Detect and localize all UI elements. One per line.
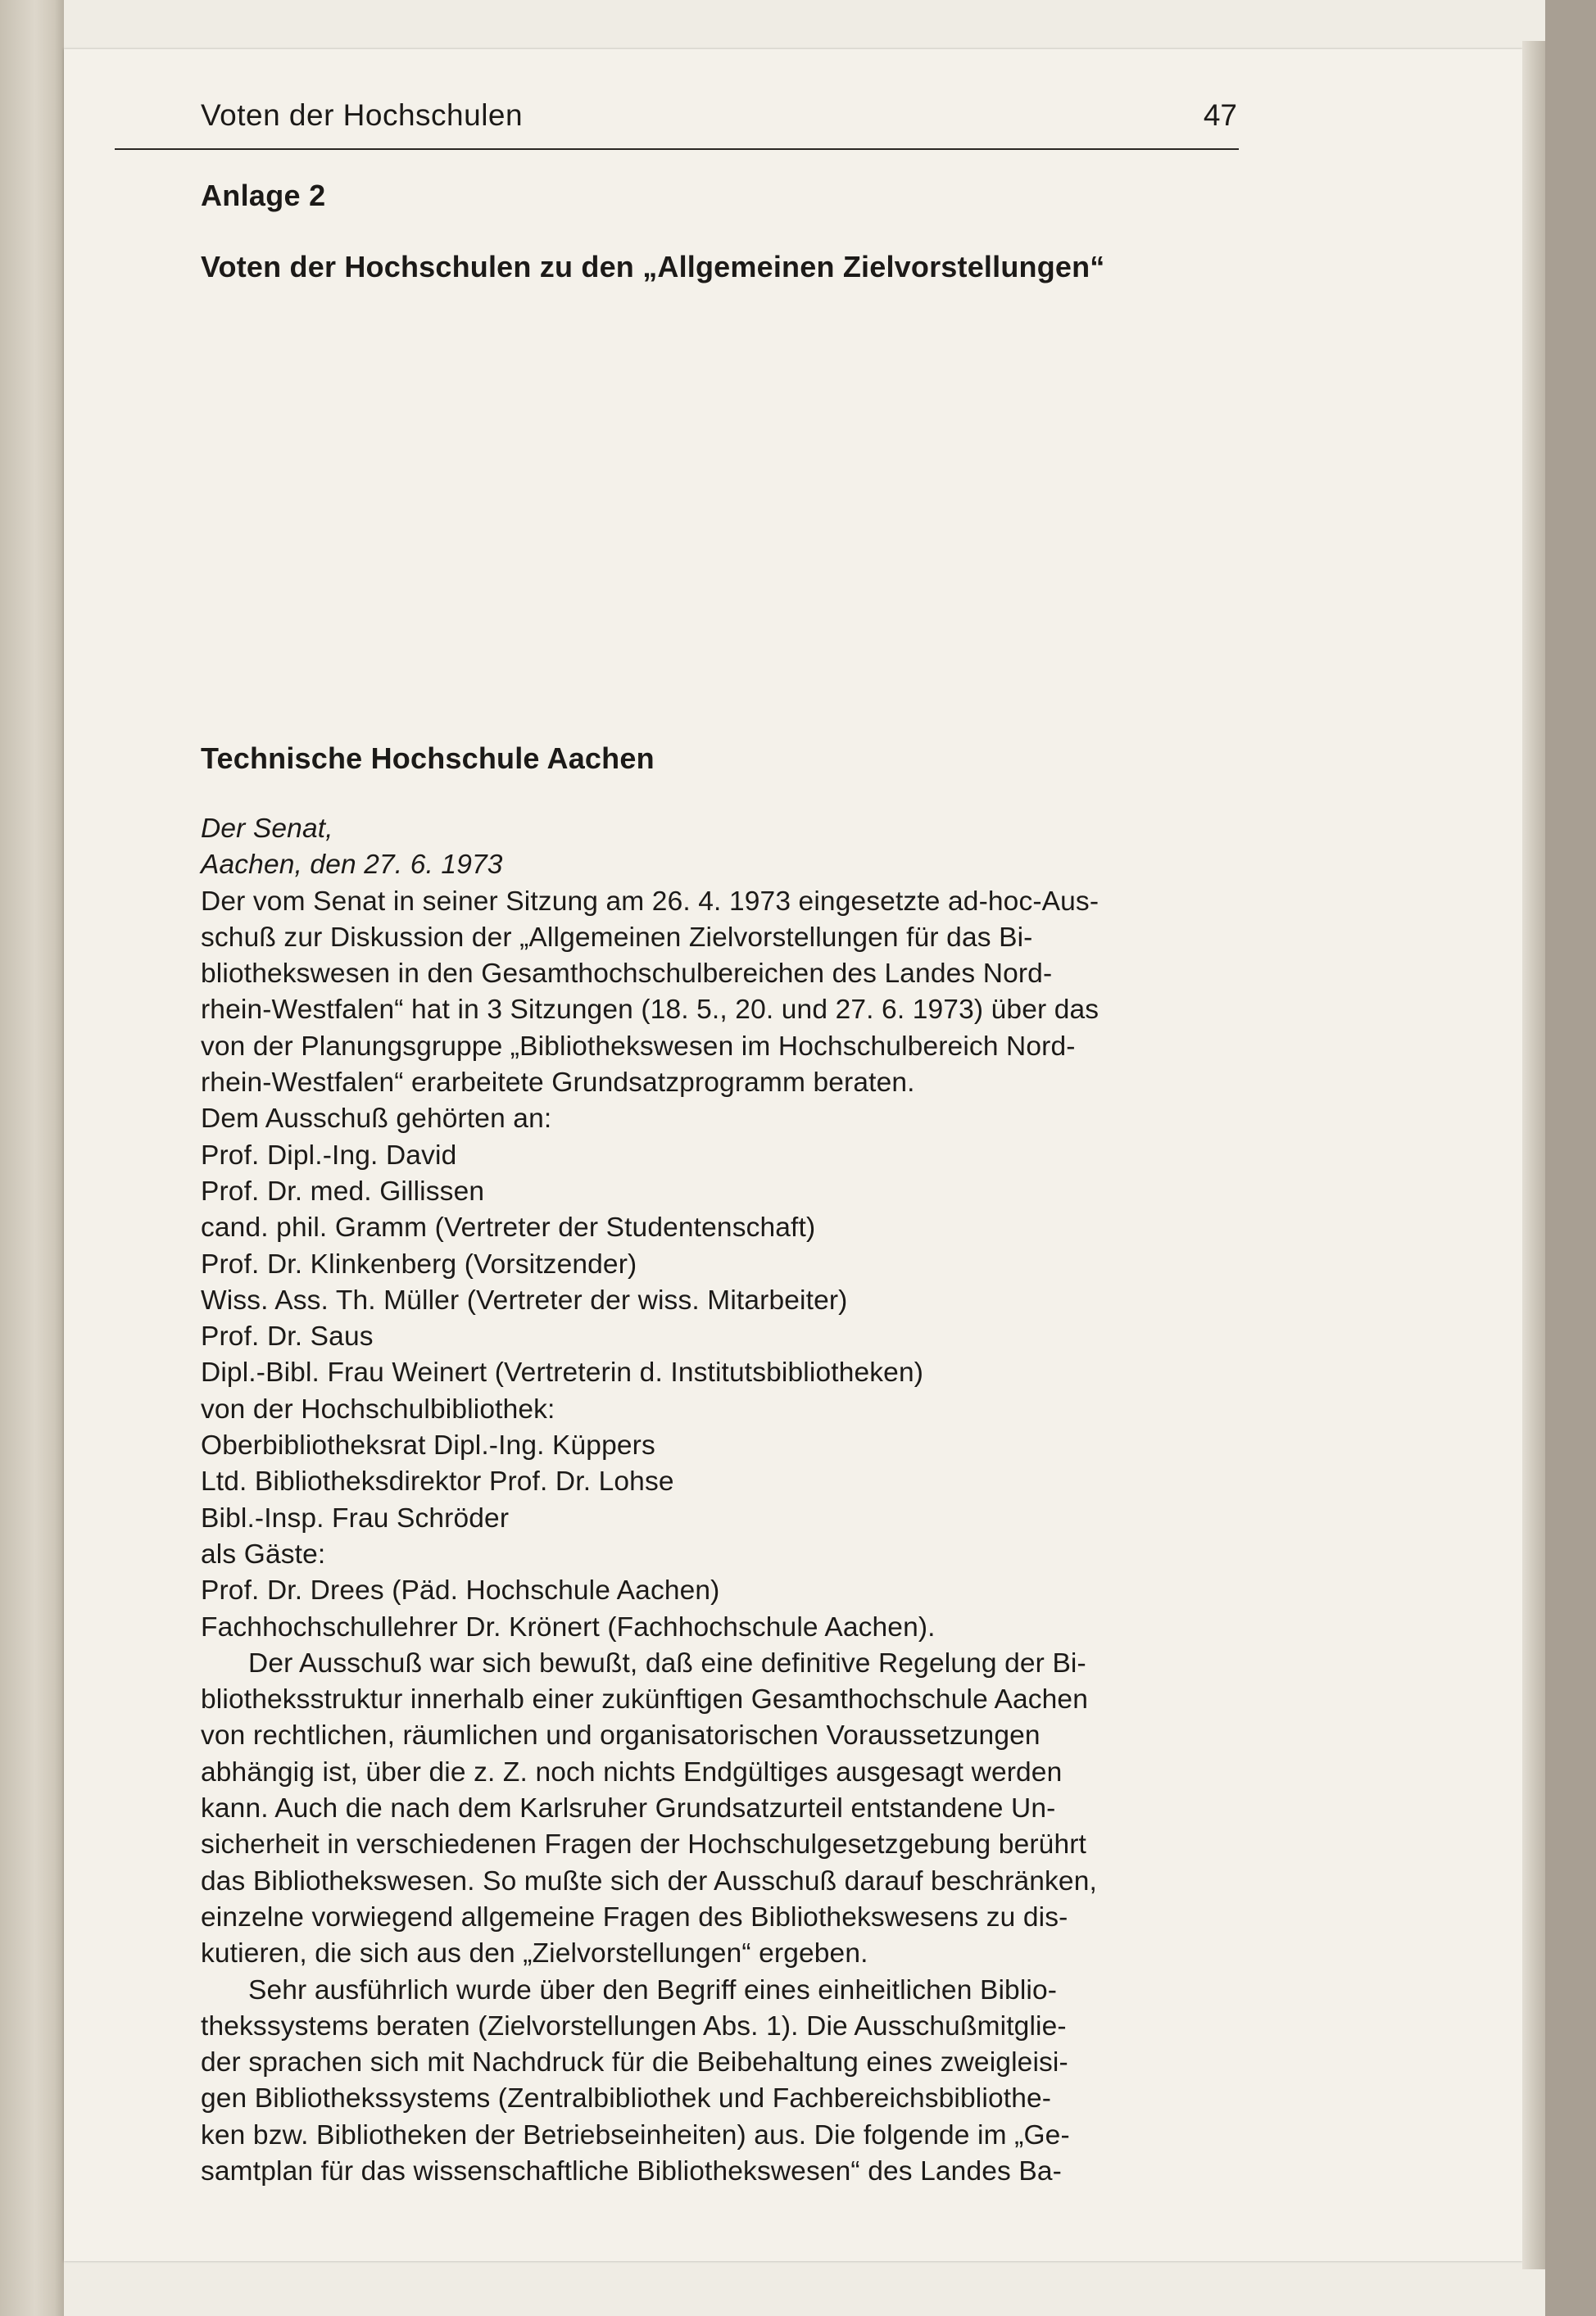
member-line: Prof. Dr. med. Gillissen <box>201 1176 485 1207</box>
text-line: samtplan für das wissenschaftliche Bibliothekswesen“ des Landes Ba- <box>201 2155 1062 2187</box>
text-line: rhein-Westfalen“ erarbeitete Grundsatzprogramm beraten. <box>201 1067 915 1099</box>
member-line: Fachhochschullehrer Dr. Krönert (Fachhochschule Aachen). <box>201 1611 936 1643</box>
text-line: Aachen, den 27. 6. 1973 <box>201 850 503 881</box>
text-line: schuß zur Diskussion der „Allgemeinen Zielvorstellungen für das Bi- <box>201 922 1033 953</box>
member-line: Bibl.-Insp. Frau Schröder <box>201 1502 510 1534</box>
running-title: Voten der Hochschulen <box>201 98 524 132</box>
book-binding-left <box>0 0 64 2316</box>
text-line: bliotheksstruktur innerhalb einer zukünftigen Gesamthochschule Aachen <box>201 1684 1088 1715</box>
text-line: sicherheit in verschiedenen Fragen der Hochschulgesetzgebung berührt <box>201 1829 1086 1861</box>
member-line: Oberbibliotheksrat Dipl.-Ing. Küppers <box>201 1430 655 1462</box>
text-line: einzelne vorwiegend allgemeine Fragen des Bibliothekswesens zu dis- <box>201 1901 1068 1933</box>
member-line: Prof. Dipl.-Ing. David <box>201 1140 457 1171</box>
text-line: Der Ausschuß war sich bewußt, daß eine definitive Regelung der Bi- <box>248 1647 1086 1679</box>
text-line: von der Hochschulbibliothek: <box>201 1394 555 1425</box>
text-line: thekssystems beraten (Zielvorstellungen Abs. 1). Die Ausschußmitglie- <box>201 2010 1067 2042</box>
text-line: Sehr ausführlich wurde über den Begriff eines einheitlichen Biblio- <box>248 1974 1058 2006</box>
text-line: als Gäste: <box>201 1539 326 1570</box>
text-line: Der vom Senat in seiner Sitzung am 26. 4. 1973 eingesetzte ad-hoc-Aus- <box>201 886 1100 917</box>
appendix-label: Anlage 2 <box>201 179 326 212</box>
text-line: kutieren, die sich aus den „Zielvorstellungen“ ergeben. <box>201 1938 868 1969</box>
text-line: der sprachen sich mit Nachdruck für die Beibehaltung eines zweigleisi- <box>201 2047 1068 2078</box>
header-rule <box>115 148 1239 150</box>
text-line: rhein-Westfalen“ hat in 3 Sitzungen (18. 5., 20. und 27. 6. 1973) über das <box>201 995 1100 1026</box>
running-header <box>201 98 1237 147</box>
text-line: bliothekswesen in den Gesamthochschulbereichen des Landes Nord- <box>201 959 1053 990</box>
text-line: gen Bibliothekssystems (Zentralbibliothek und Fachbereichsbibliothe- <box>201 2083 1052 2114</box>
text-line: abhängig ist, über die z. Z. noch nichts Endgültiges ausgesagt werden <box>201 1756 1063 1788</box>
section-title: Technische Hochschule Aachen <box>201 741 655 775</box>
member-line: Wiss. Ass. Th. Müller (Vertreter der wiss. Mitarbeiter) <box>201 1285 848 1316</box>
member-line: cand. phil. Gramm (Vertreter der Studentenschaft) <box>201 1212 816 1244</box>
text-line: Dem Ausschuß gehörten an: <box>201 1104 552 1135</box>
member-line: Prof. Dr. Drees (Päd. Hochschule Aachen) <box>201 1575 720 1607</box>
member-line: Ltd. Bibliotheksdirektor Prof. Dr. Lohse <box>201 1466 674 1498</box>
text-line: kann. Auch die nach dem Karlsruher Grundsatzurteil entstandene Un- <box>201 1793 1056 1824</box>
text-line: Der Senat, <box>201 814 333 844</box>
page-stack-edge <box>1522 41 1545 2269</box>
member-line: Prof. Dr. Klinkenberg (Vorsitzender) <box>201 1249 637 1280</box>
text-line: ken bzw. Bibliotheken der Betriebseinheiten) aus. Die folgende im „Ge- <box>201 2119 1070 2151</box>
text-line: das Bibliothekswesen. So mußte sich der Ausschuß darauf beschränken, <box>201 1865 1097 1897</box>
text-line: von der Planungsgruppe „Bibliothekswesen im Hochschulbereich Nord- <box>201 1031 1076 1062</box>
member-line: Dipl.-Bibl. Frau Weinert (Vertreterin d. Institutsbibliotheken) <box>201 1357 924 1389</box>
page-number: 47 <box>1203 98 1237 132</box>
document-title: Voten der Hochschulen zu den „Allgemeinen Zielvorstellungen“ <box>201 250 1105 283</box>
body-text <box>201 811 1241 2190</box>
text-line: von rechtlichen, räumlichen und organisatorischen Voraussetzungen <box>201 1720 1041 1752</box>
member-line: Prof. Dr. Saus <box>201 1321 374 1353</box>
background-surface <box>1545 0 1596 2316</box>
